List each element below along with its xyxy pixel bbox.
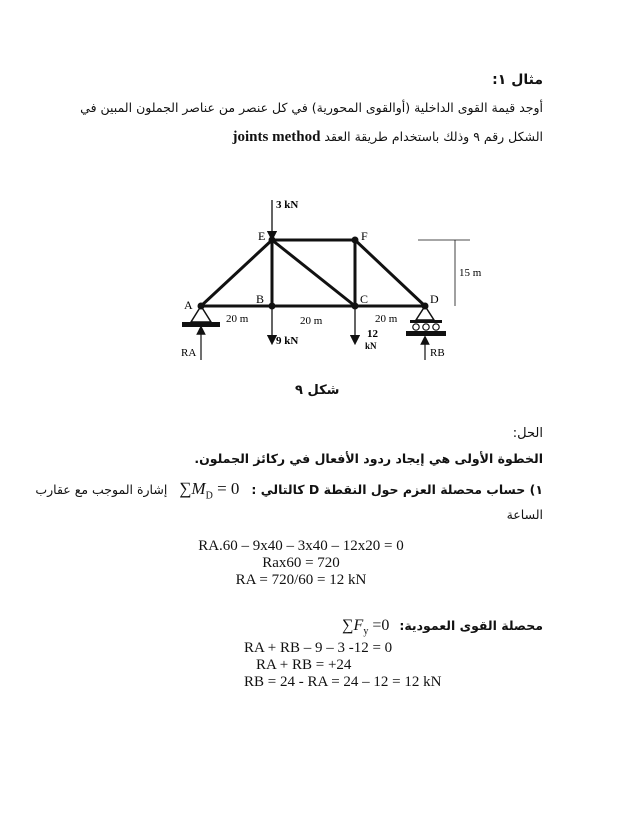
vertical-equations — [244, 640, 441, 691]
dim-height: 15 m — [459, 267, 482, 279]
example-title: مثال ١: — [492, 72, 543, 88]
vertical-eq-2: RA + RB = +24 — [256, 657, 352, 673]
dim-span-1: 20 m — [226, 313, 249, 325]
step-2-tail: إشارة الموجب مع عقارب — [35, 482, 168, 497]
vertical-equation: $\sum F_y =0$ — [342, 617, 390, 638]
vertical-eq-3: RB = 24 - RA = 24 – 12 = 12 kN — [244, 674, 442, 690]
reaction-b-label: RB — [430, 347, 445, 359]
moment-eq-2: Rax60 = 720 — [262, 555, 340, 571]
moment-equation: $\sum M_D = 0$ — [179, 479, 240, 502]
node-label-c: C — [360, 292, 369, 306]
joint-E — [269, 237, 276, 244]
node-label-d: D — [430, 292, 439, 306]
load-b-label: 9 kN — [276, 335, 299, 347]
problem-line-2-en: joints method — [232, 129, 321, 145]
step-2 — [35, 479, 543, 501]
moment-eq-3: RA = 720/60 = 12 kN — [235, 572, 367, 588]
dim-span-3: 20 m — [375, 313, 398, 325]
problem-line-2-ar: الشكل رقم ٩ وذلك باستخدام طريقة العقد — [324, 129, 543, 144]
step-2-text: ١) حساب محصلة العزم حول النقطة D كالتالي : — [251, 482, 543, 497]
vertical-forces — [342, 617, 543, 637]
vertical-eq-1: RA + RB – 9 – 3 -12 = 0 — [244, 640, 393, 656]
problem-line-1: أوجد قيمة القوى الداخلية (أوالقوى المحورية) في كل عنصر من عناصر الجملون المبين في — [80, 100, 543, 115]
dim-span-2: 20 m — [300, 315, 323, 327]
figure-caption: شكل ٩ — [295, 383, 340, 398]
load-top-label: 3 kN — [276, 199, 299, 211]
reaction-a-label: RA — [181, 347, 197, 359]
joint-F — [352, 237, 359, 244]
roller-support-d — [406, 306, 446, 336]
load-c-unit: kN — [365, 341, 377, 351]
node-label-a: A — [184, 298, 193, 312]
member-EC — [272, 240, 355, 306]
step-2-line-2: الساعة — [506, 507, 543, 522]
load-c-value: 12 — [367, 328, 378, 340]
moment-eq-1: RA.60 – 9x40 – 3x40 – 12x20 = 0 — [198, 538, 404, 554]
vertical-label: محصلة القوى العمودية: — [399, 618, 543, 633]
moment-equations — [0, 538, 638, 589]
solution-heading: الحل: — [512, 426, 543, 441]
node-label-b: B — [256, 292, 265, 306]
step-1: الخطوة الأولى هي إيجاد ردود الأفعال في ركائز الجملون. — [194, 451, 543, 466]
node-label-e: E — [258, 229, 266, 243]
node-label-f: F — [361, 229, 368, 243]
truss-members — [201, 240, 425, 306]
